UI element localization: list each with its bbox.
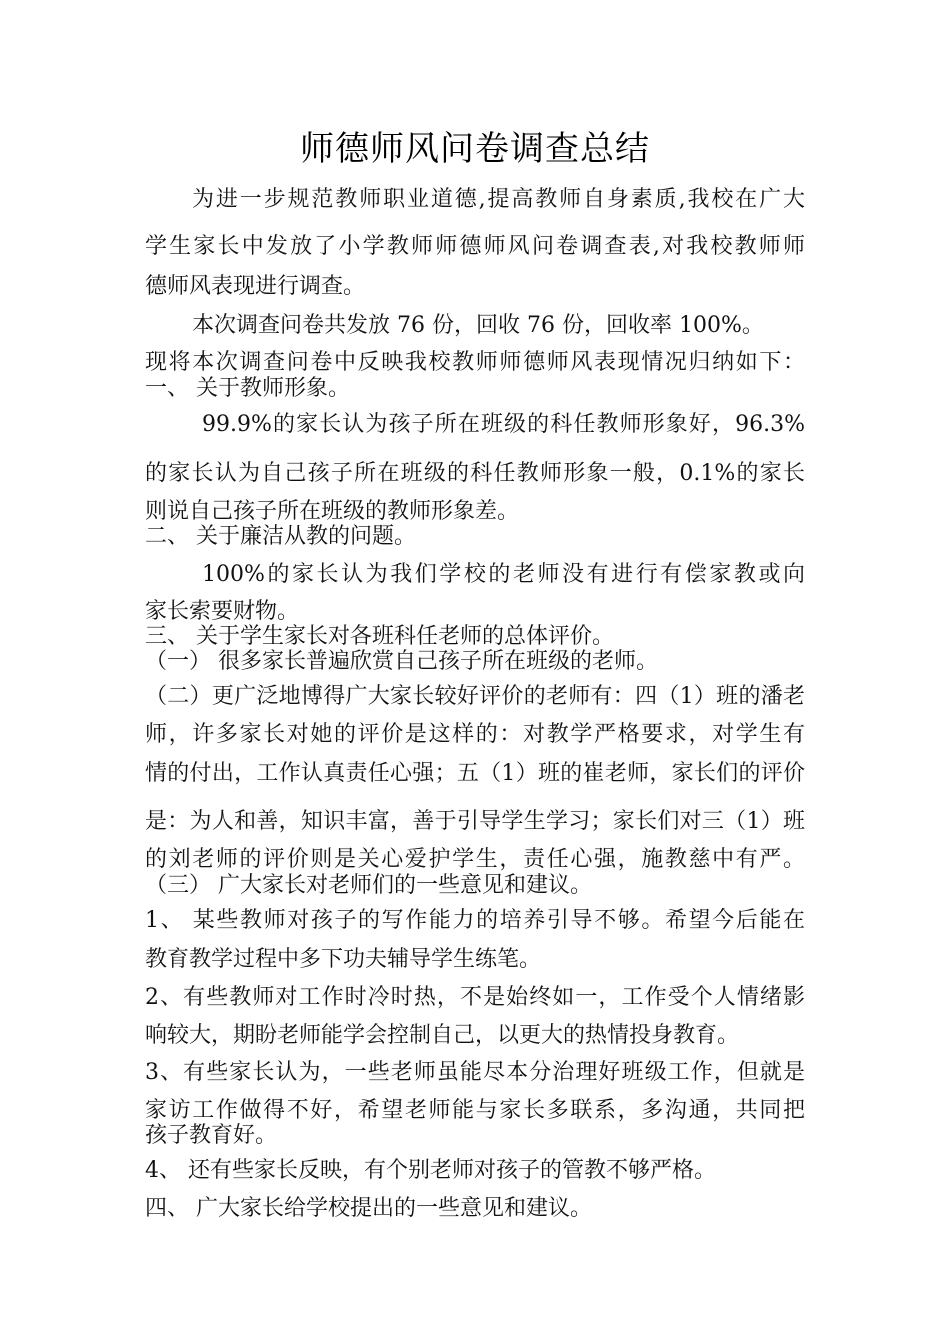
paragraph-line: （二）更广泛地博得广大家长较好评价的老师有：四（1）班的潘老 [145, 684, 805, 709]
section-heading: 三、 关于学生家长对各班科任老师的总体评价。 [145, 624, 614, 649]
paragraph-line: 2、有些教师对工作时冷时热，不是始终如一，工作受个人情绪影 [145, 985, 805, 1010]
paragraph-line: 4、 还有些家长反映，有个别老师对孩子的管教不够严格。 [145, 1158, 716, 1183]
paragraph-line: 3、有些家长认为，一些老师虽能尽本分治理好班级工作，但就是 [145, 1060, 805, 1085]
section-heading: 四、 广大家长给学校提出的一些意见和建议。 [145, 1196, 592, 1221]
subsection-heading: （三） 广大家长对老师们的一些意见和建议。 [145, 873, 592, 898]
paragraph-line: 家访工作做得不好，希望老师能与家长多联系，多沟通，共同把 [145, 1098, 805, 1123]
section-heading: 二、 关于廉洁从教的问题。 [145, 524, 416, 549]
paragraph-line: 师，许多家长对她的评价是这样的：对教学严格要求，对学生有 [145, 722, 805, 747]
paragraph-line: 99.9%的家长认为孩子所在班级的科任教师形象好，96.3% [202, 412, 805, 437]
paragraph-line: 1、 某些教师对孩子的写作能力的培养引导不够。希望今后能在 [145, 908, 805, 933]
paragraph-line: 教育教学过程中多下功夫辅导学生练笔。 [145, 947, 542, 972]
paragraph-line: 100%的家长认为我们学校的老师没有进行有偿家教或向 [202, 562, 805, 587]
document-title: 师德师风问卷调查总结 [300, 129, 650, 169]
paragraph-line: 学生家长中发放了小学教师师德师风问卷调查表,对我校教师师 [145, 234, 805, 259]
paragraph-line: 家长索要财物。 [145, 599, 300, 624]
subsection-heading: （一） 很多家长普遍欣赏自己孩子所在班级的老师。 [145, 649, 658, 674]
section-heading: 一、 关于教师形象。 [145, 376, 350, 401]
paragraph-line: 情的付出，工作认真责任心强；五（1）班的崔老师，家长们的评价 [145, 761, 805, 786]
paragraph-line: 响较大，期盼老师能学会控制自己，以更大的热情投身教育。 [145, 1023, 740, 1048]
paragraph-line: 是：为人和善，知识丰富，善于引导学生学习；家长们对三（1）班 [145, 809, 805, 834]
paragraph-line: 的刘老师的评价则是关心爱护学生，责任心强，施教慈中有严。 [145, 847, 805, 872]
paragraph-line: 德师风表现进行调查。 [145, 274, 366, 299]
paragraph-line: 现将本次调查问卷中反映我校教师师德师风表现情况归纳如下： [145, 350, 805, 375]
paragraph-line: 则说自己孩子所在班级的教师形象差。 [145, 499, 520, 524]
paragraph-line: 为进一步规范教师职业道德,提高教师自身素质,我校在广大 [192, 187, 805, 212]
paragraph-line: 孩子教育好。 [145, 1123, 278, 1148]
paragraph-line: 的家长认为自己孩子所在班级的科任教师形象一般，0.1%的家长 [145, 461, 805, 486]
paragraph-line: 本次调查问卷共发放 76 份，回收 76 份，回收率 100%。 [192, 313, 764, 338]
